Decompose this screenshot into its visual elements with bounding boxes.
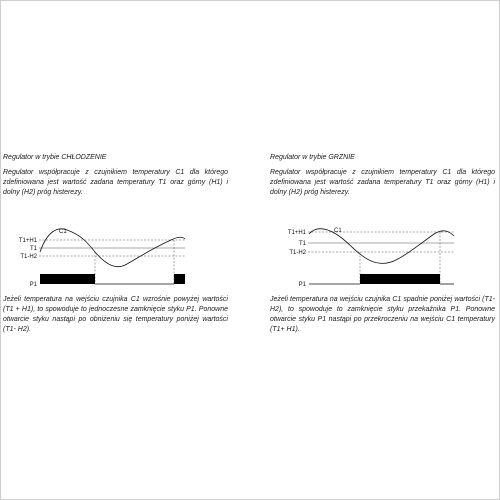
output-on-segment	[40, 274, 95, 284]
level-label-t1-h2: T1-H2	[20, 254, 37, 260]
cooling-description: Regulator współpracuje z czujnikiem temperatury C1 dla którego zdefiniowana jest wartość zadana temperatury T1 oraz górny (H1) i dolny (H2) próg histerezy.	[3, 169, 228, 196]
level-label-t1: T1	[298, 241, 306, 247]
cooling-heading: Regulator w trybie CHŁODZENIE	[3, 154, 107, 161]
heating-note: Jeżeli temperatura na wejściu czujnika C1 spadnie poniżej wartości (T1-H2), to spowoduje to zamknięcie styku przekaźnika P1. Ponowne otwarcie styku P1 nastąpi po przekroczeniu na wejściu C1 temperatury (T1+ H1).	[270, 296, 495, 333]
heating-diagram	[270, 222, 495, 290]
cooling-note: Jeżeli temperatura na wejściu czujnika C1 wzrośnie powyżej wartości (T1 + H1), to spowoduje to jednoczesne zamknięcie styku P1. Ponowne otwarcie styku nastąpi po obniżeniu się temperatury poniżej wartości (T1- H2).	[3, 296, 228, 333]
level-label-t1-h1: T1+H1	[287, 230, 306, 236]
curve-label-c1: C1	[59, 229, 67, 235]
level-label-t1-h1: T1+H1	[18, 238, 37, 244]
output-on-segment	[360, 274, 440, 284]
heating-heading: Regulator w trybie GRZNIE	[270, 154, 355, 161]
output-on-segment	[174, 274, 185, 284]
output-label-p1: P1	[298, 282, 306, 288]
curve-label-c1: C1	[334, 228, 342, 234]
cooling-diagram	[3, 222, 228, 290]
level-label-t1-h2: T1-H2	[289, 250, 306, 256]
output-label-p1: P1	[29, 282, 37, 288]
heating-description: Regulator współpracuje z czujnikiem temperatury C1 dla którego zdefiniowana jest wartość zadana temperatury T1 oraz górny (H1) i dolny (H2) próg histerezy.	[270, 169, 495, 196]
level-label-t1: T1	[29, 246, 37, 252]
temperature-curve	[309, 229, 454, 264]
